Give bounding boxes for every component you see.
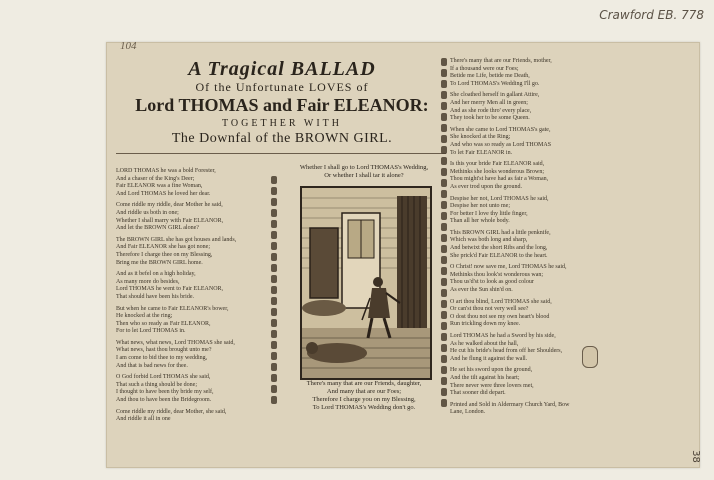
ornament-piece <box>441 157 447 165</box>
ornament-border-right <box>440 58 448 407</box>
verse-line: There never were three lovers met, <box>450 382 534 389</box>
verse-line: Printed and Sold in Aldermary Church Yard, Bow <box>450 401 570 408</box>
ornament-piece <box>271 341 277 349</box>
verse-line: To Lord THOMAS's Wedding don't go. <box>312 404 416 411</box>
verse-line: And that is bad news for thee. <box>116 362 188 369</box>
ornament-piece <box>441 179 447 187</box>
verse-line: O art thou blind, Lord THOMAS she said, <box>450 298 552 305</box>
verse-line: She cloathed herself in gallant Attire, <box>450 92 540 99</box>
ornament-piece <box>441 168 447 176</box>
ornament-piece <box>441 388 447 396</box>
verse-line: They took her to be some Queen. <box>450 115 530 122</box>
verse-line: Run trickling down my knee. <box>450 321 521 328</box>
verse-line: I am come to bid thee to my wedding, <box>116 355 208 362</box>
title-rule <box>116 153 446 154</box>
ornament-piece <box>441 344 447 352</box>
verse-line: As he walked about the hall, <box>450 340 519 347</box>
ornament-piece <box>271 187 277 195</box>
verse-line: Or can'st thou not very well see? <box>450 306 529 313</box>
verse-line: And who was so ready as Lord THOMAS <box>450 141 552 148</box>
verse-line: He knocked at the ring; <box>116 313 173 320</box>
title-line-2: Of the Unfortunate LOVES of <box>195 80 369 94</box>
verse-line: Which was both long and sharp, <box>450 237 528 244</box>
ornament-piece <box>441 355 447 363</box>
verse-line: And her merry Men all in green; <box>450 99 528 106</box>
title-line-5: The Downfal of the BROWN GIRL. <box>171 131 393 146</box>
verse-column-right <box>450 58 590 417</box>
ornament-piece <box>271 286 277 294</box>
page-number: 104 <box>120 40 137 52</box>
ornament-piece <box>441 201 447 209</box>
verse-line: That should have been his bride. <box>116 293 194 300</box>
verse-line: And Lord THOMAS he loved her dear. <box>116 190 211 197</box>
verse-line: Then who so ready as Fair ELEANOR, <box>116 320 211 327</box>
ornament-piece <box>441 102 447 110</box>
verse-line: O dost thou not see my own heart's blood <box>450 313 550 320</box>
title-line-4: TOGETHER WITH <box>221 118 342 129</box>
ornament-piece <box>441 69 447 77</box>
ornament-piece <box>441 212 447 220</box>
verse-line: And as she rode thro' every place, <box>450 107 532 114</box>
ornament-piece <box>441 146 447 154</box>
verse-line: Despise her not unto me; <box>450 203 510 210</box>
verse-line: To Lord THOMAS's Wedding I'll go. <box>450 80 540 87</box>
verse-line: Come riddle my riddle, dear Mother, she said, <box>116 408 227 415</box>
ornament-piece <box>271 374 277 382</box>
verse-line: The BROWN GIRL she has got houses and lands, <box>116 236 237 243</box>
ornament-piece <box>441 91 447 99</box>
ornament-piece <box>441 223 447 231</box>
verse-line: Thou us'd'st to look as good colour <box>450 279 534 286</box>
verse-line: If a thousand were our Foes; <box>450 65 519 72</box>
verse-line: And betwixt the short Ribs and the long, <box>450 245 548 252</box>
verse-line: As many more do besides, <box>116 278 180 285</box>
verse-line: As ever the Sun shin'd on. <box>450 287 513 294</box>
verse-line: There's many that are our Friends, mother, <box>450 58 552 64</box>
ballad-title <box>112 58 452 148</box>
ornament-piece <box>271 396 277 404</box>
ornament-piece <box>441 289 447 297</box>
verse-line: I thought to have been thy bride my self, <box>116 389 214 396</box>
ornament-piece <box>441 267 447 275</box>
verse-line: To let Fair ELEANOR in. <box>450 149 513 156</box>
ornament-piece <box>441 377 447 385</box>
ornament-piece <box>271 242 277 250</box>
library-stamp <box>582 346 598 368</box>
woodcut-caption-bottom <box>290 380 438 412</box>
ornament-piece <box>271 363 277 371</box>
verse-line: Therefore I charge thee on my Blessing, <box>116 251 213 258</box>
verse-line: For to let Lord THOMAS in. <box>116 328 186 335</box>
verse-line: She knocked at the Ring; <box>450 134 511 141</box>
title-line-1: A Tragical BALLAD <box>188 58 376 80</box>
ornament-piece <box>441 399 447 407</box>
verse-line: He cut his bride's head from off her Shoulders, <box>450 348 563 355</box>
verse-line: And a chaser of the King's Deer; <box>116 175 195 182</box>
verse-line: And thou to have been the Bridegroom. <box>116 397 212 404</box>
verse-line: Thou might'st have had as fair a Woman, <box>450 176 549 183</box>
verse-line: Therefore I charge you on my Blessing, <box>312 396 416 403</box>
ornament-piece <box>441 245 447 253</box>
woodcut-caption-top <box>290 164 438 180</box>
verse-line: As ever trod upon the ground. <box>450 183 522 190</box>
ornament-piece <box>441 234 447 242</box>
ornament-piece <box>441 190 447 198</box>
verse-line: Methinks she looks wonderous Brown; <box>450 168 544 175</box>
verse-line: Bring me the BROWN GIRL home. <box>116 259 203 266</box>
ornament-piece <box>271 264 277 272</box>
verse-line: And riddle it all in one <box>116 416 171 423</box>
verse-line: That sooner did depart. <box>450 390 506 397</box>
verse-line: This BROWN GIRL had a little penknife, <box>450 229 551 236</box>
verse-line: Come riddle my riddle, dear Mother he said, <box>116 202 223 209</box>
verse-line: Or whether I shall tar it alone? <box>324 172 404 179</box>
verse-line: Lane, London. <box>450 409 486 416</box>
woodcut-illustration <box>300 186 432 380</box>
verse-line: O God forbid Lord THOMAS she said, <box>116 374 211 381</box>
verse-line: And Fair ELEANOR she has got none; <box>116 244 210 251</box>
ornament-piece <box>441 58 447 66</box>
verse-line: Fair ELEANOR was a fine Woman, <box>116 183 203 190</box>
verse-line: Despise her not, Lord THOMAS he said, <box>450 195 549 202</box>
verse-line: Lord THOMAS he went to Fair ELEANOR, <box>116 286 224 293</box>
ornament-piece <box>441 300 447 308</box>
ornament-border-left <box>270 176 278 404</box>
ornament-piece <box>441 113 447 121</box>
side-number: 38 <box>690 450 702 463</box>
verse-line: And many that are our Foes; <box>326 388 402 395</box>
verse-line: Betide me Life, betide me Death, <box>450 73 530 80</box>
ornament-piece <box>441 311 447 319</box>
ornament-piece <box>271 198 277 206</box>
verse-line: And the tilt against his heart; <box>450 374 520 381</box>
verse-line: There's many that are our Friends, daughter, <box>306 380 422 387</box>
verse-line: For better I love thy little finger, <box>450 210 528 217</box>
ornament-piece <box>271 253 277 261</box>
ornament-piece <box>441 135 447 143</box>
ornament-piece <box>271 330 277 338</box>
woodcut-scene <box>302 188 430 378</box>
ornament-piece <box>441 366 447 374</box>
verse-line: Lord THOMAS he had a Sword by his side, <box>450 333 556 339</box>
ornament-piece <box>271 231 277 239</box>
verse-line: Is this your bride Fair ELEANOR said, <box>450 161 545 168</box>
verse-line: And he flung it against the wall. <box>450 355 528 362</box>
verse-line: Whether I shall marry with Fair ELEANOR, <box>116 217 224 224</box>
verse-line: And riddle us both in one; <box>116 209 179 216</box>
ornament-piece <box>441 124 447 132</box>
ornament-piece <box>271 385 277 393</box>
ornament-piece <box>271 297 277 305</box>
verse-line: LORD THOMAS he was a bold Forester, <box>116 168 216 174</box>
verse-line: When she came to Lord THOMAS's gate, <box>450 126 551 133</box>
verse-line: And let the BROWN GIRL alone? <box>116 225 199 232</box>
ornament-piece <box>441 80 447 88</box>
ornament-piece <box>271 308 277 316</box>
ornament-piece <box>271 275 277 283</box>
ornament-piece <box>441 278 447 286</box>
ornament-piece <box>271 220 277 228</box>
verse-line: He set his sword upon the ground, <box>450 367 533 374</box>
verse-line: Whether I shall go to Lord THOMAS's Wedding, <box>299 164 429 171</box>
verse-line: O Christ! now save me, Lord THOMAS he said, <box>450 264 567 271</box>
verse-line: Than all her whole body. <box>450 218 510 225</box>
ornament-piece <box>271 176 277 184</box>
ornament-piece <box>271 319 277 327</box>
verse-line: But when he came to Fair ELEANOR's bower, <box>116 305 229 312</box>
ornament-piece <box>271 352 277 360</box>
verse-line: What news, hast thou brought unto me? <box>116 347 212 354</box>
title-line-3: Lord THOMAS and Fair ELEANOR: <box>135 95 429 115</box>
verse-line: Methinks thou look'st wonderous wan; <box>450 271 544 278</box>
ornament-piece <box>271 209 277 217</box>
archive-shelfmark: Crawford EB. 778 <box>599 8 704 22</box>
verse-line: What news, what news, Lord THOMAS she said, <box>116 339 235 346</box>
ornament-piece <box>441 333 447 341</box>
verse-line: That such a thing should be done; <box>116 381 197 388</box>
ornament-piece <box>441 322 447 330</box>
verse-column-left <box>116 168 264 424</box>
ornament-piece <box>441 256 447 264</box>
verse-line: And as it befel on a high holiday, <box>116 271 196 278</box>
verse-line: She prick'd Fair ELEANOR to the heart. <box>450 252 548 259</box>
